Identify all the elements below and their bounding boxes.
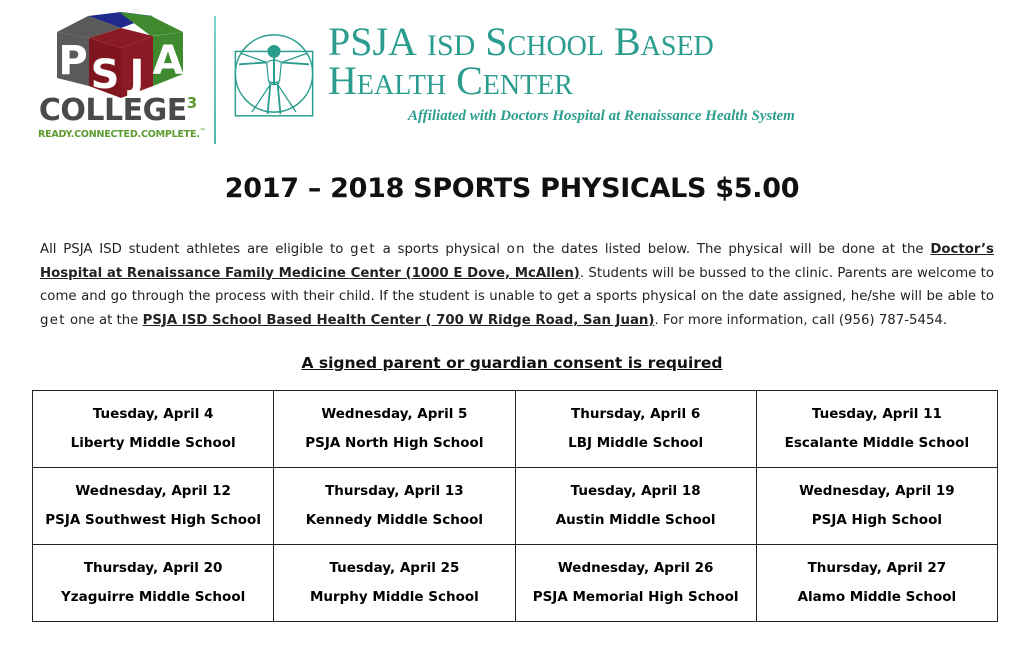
health-center-logo-block	[228, 19, 795, 125]
hc-title-isd: ISD	[426, 29, 476, 62]
cell-date: Tuesday, April 4	[92, 406, 214, 422]
psja-college-logo	[38, 12, 206, 152]
cell-date: Wednesday, April 19	[799, 483, 955, 499]
page-title: 2017 – 2018 SPORTS PHYSICALS $5.00	[224, 173, 800, 204]
svg-text:S: S	[90, 52, 120, 98]
schedule-cell	[274, 545, 515, 622]
schedule-cell	[274, 391, 515, 468]
college-superscript: 3	[186, 93, 198, 112]
cell-school: Austin Middle School	[555, 512, 716, 528]
cell-school: Liberty Middle School	[70, 435, 236, 451]
paragraph-seg-6: . Students will be bussed to the clinic. Parents are welcome to come and go through the process with their child. If the student is unable to get a sports physical on the date assigned, he/she will be able to	[40, 265, 994, 304]
cell-school: Escalante Middle School	[784, 435, 970, 451]
cell-school: Murphy Middle School	[309, 589, 479, 605]
cell-date: Thursday, April 27	[807, 560, 947, 576]
hc-title-health-center: Health Center	[328, 58, 573, 104]
schedule-table-wrapper	[32, 390, 998, 622]
cell-school: PSJA Memorial High School	[532, 589, 739, 605]
schedule-cell	[33, 468, 274, 545]
cell-school: Yzaguirre Middle School	[61, 589, 246, 605]
table-row	[33, 468, 998, 545]
paragraph-seg-2: get	[350, 242, 376, 257]
schedule-cell	[756, 545, 997, 622]
trademark-mark: ™	[199, 128, 206, 135]
svg-text:J: J	[129, 52, 145, 98]
college-wordmark	[38, 93, 198, 128]
health-center-titles	[328, 19, 795, 125]
schedule-cell	[756, 468, 997, 545]
clinic-address-emphasis-1: Doctor’s Hospital at Renaissance Family Medicine Center (1000 E Dove, McAllen)	[40, 242, 994, 281]
cell-date: Thursday, April 13	[325, 483, 464, 499]
paragraph-seg-1: All PSJA ISD student athletes are eligible to	[40, 242, 351, 257]
cell-school: PSJA High School	[811, 512, 942, 528]
table-row	[33, 545, 998, 622]
schedule-cell	[274, 468, 515, 545]
hc-title-psja: PSJA	[328, 19, 417, 64]
schedule-cell	[33, 545, 274, 622]
cell-school: Kennedy Middle School	[305, 512, 484, 528]
clinic-address-emphasis-2: PSJA ISD School Based Health Center ( 700 W Ridge Road, San Juan)	[142, 312, 655, 328]
cell-date: Tuesday, April 25	[329, 560, 460, 576]
health-center-title-line-2	[328, 58, 795, 104]
psja-cube-svg	[43, 12, 193, 98]
cell-date: Tuesday, April 18	[570, 483, 701, 499]
cell-date: Wednesday, April 12	[75, 483, 231, 499]
paragraph-seg-5: the dates listed below. The physical will be done at the	[525, 242, 931, 257]
psja-cube-icon	[43, 12, 193, 98]
paragraph-seg-8: one at the	[65, 312, 143, 328]
health-center-title-line-1	[328, 19, 795, 64]
cell-school: PSJA North High School	[305, 435, 484, 451]
cell-school: PSJA Southwest High School	[45, 512, 261, 528]
cell-date: Tuesday, April 11	[811, 406, 942, 422]
paragraph-seg-9: . For more information, call (956) 787-5454.	[654, 312, 948, 328]
consent-notice	[0, 354, 1024, 372]
college-word: COLLEGE	[38, 93, 187, 128]
cell-school: Alamo Middle School	[797, 589, 957, 605]
svg-text:A: A	[152, 38, 184, 84]
cell-school: LBJ Middle School	[568, 435, 704, 451]
schedule-cell	[33, 391, 274, 468]
cell-date: Wednesday, April 26	[557, 560, 714, 576]
vitruvian-man-icon	[228, 26, 320, 121]
health-center-affiliation: Affiliated with Doctors Hospital at Renaissance Health System	[408, 108, 795, 125]
cell-date: Thursday, April 20	[83, 560, 223, 576]
paragraph-seg-4: on	[506, 242, 526, 257]
page-header	[0, 0, 1024, 165]
header-divider	[214, 16, 216, 144]
cell-date: Thursday, April 6	[571, 406, 701, 422]
schedule-table	[32, 390, 998, 622]
paragraph-seg-3: a sports physical	[375, 242, 507, 257]
college-tagline-text: READY.CONNECTED.COMPLETE.	[38, 129, 200, 141]
hc-title-school-based: School Based	[485, 19, 714, 64]
schedule-cell	[515, 545, 756, 622]
schedule-cell	[756, 391, 997, 468]
college-tagline	[38, 128, 206, 141]
schedule-table-body	[33, 391, 998, 622]
paragraph-seg-7: get	[40, 312, 66, 328]
svg-text:P: P	[58, 38, 88, 84]
table-row	[33, 391, 998, 468]
schedule-cell	[515, 391, 756, 468]
consent-notice-text: A signed parent or guardian consent is required	[301, 354, 723, 372]
info-paragraph	[40, 238, 994, 332]
schedule-cell	[515, 468, 756, 545]
cell-date: Wednesday, April 5	[321, 406, 468, 422]
